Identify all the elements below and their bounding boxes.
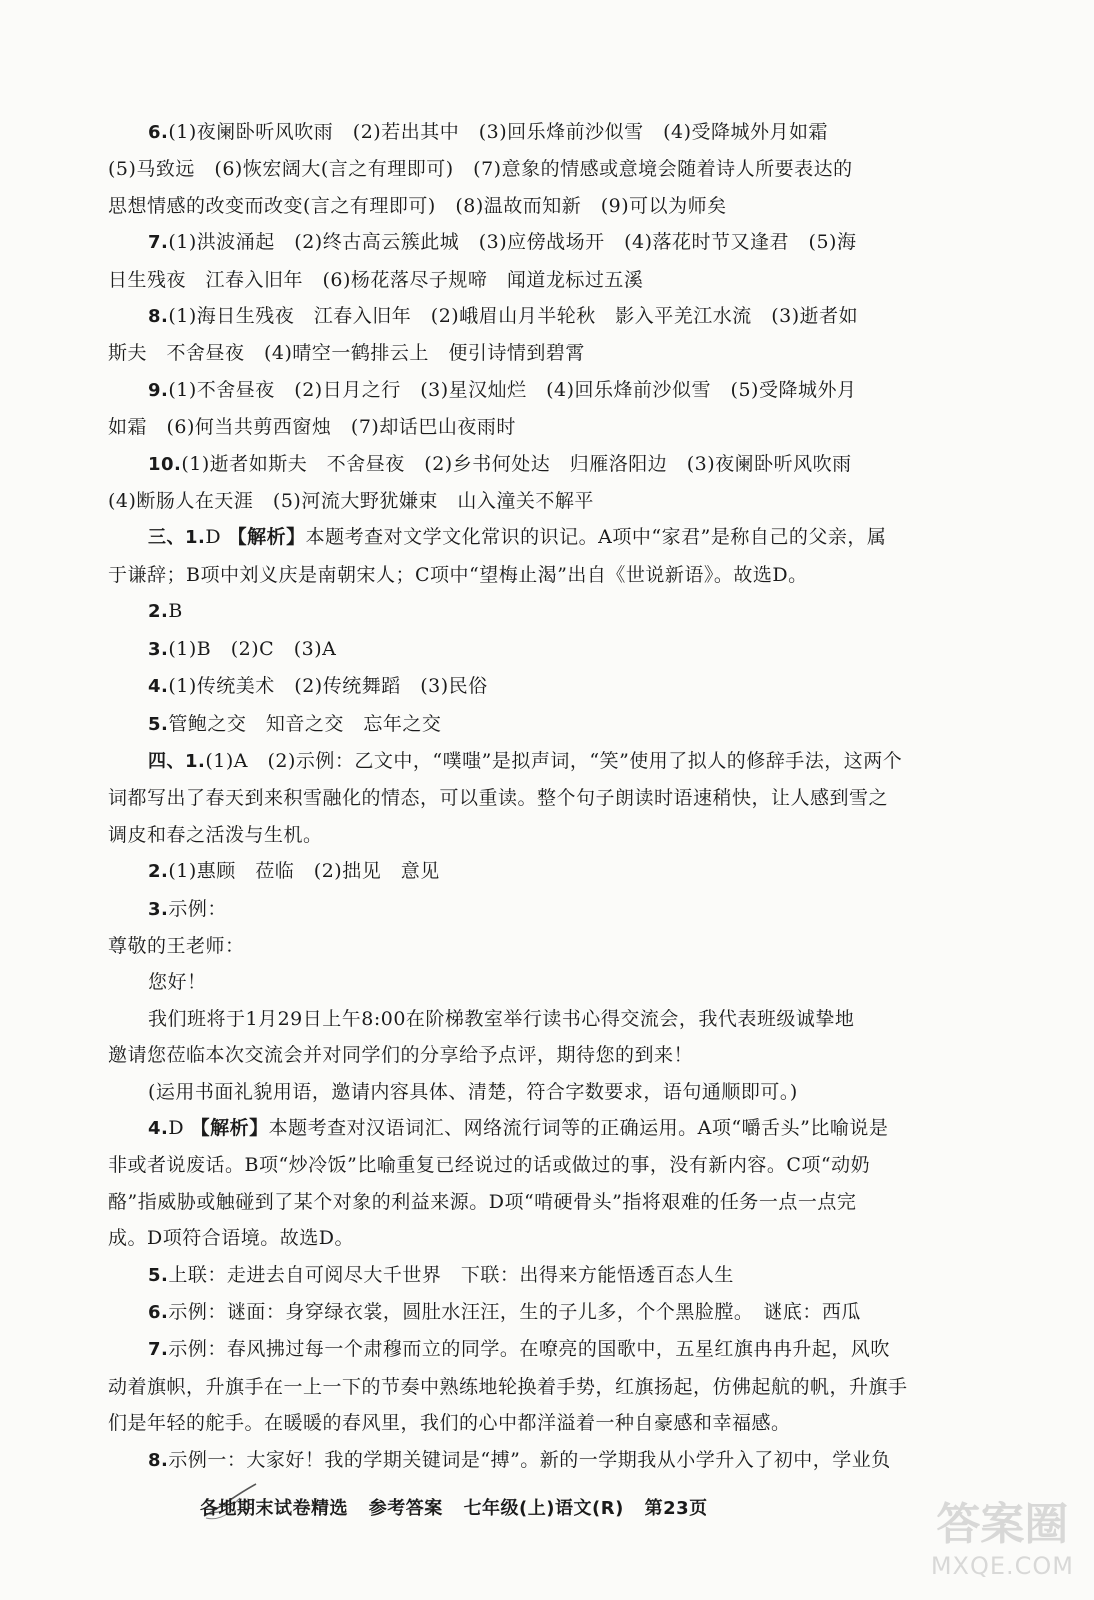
line-text: 非或者说废话。B项“炒冷饭”比喻重复已经说过的话或做过的事，没有新内容。C项“动奶 [108,1154,871,1177]
line-text: 示例：谜面：身穿绿衣裳，圆肚水汪汪，生的子儿多，个个黑脸膛。 谜底：西瓜 [168,1301,861,1323]
watermark [931,1488,1074,1580]
text-line [108,1184,988,1220]
question-number: 8. [148,306,169,328]
text-line [108,1405,988,1441]
text-line [108,1442,988,1479]
line-text: 示例一：大家好！我的学期关键词是“搏”。新的一学期我从小学升入了初中，学业负 [168,1448,891,1471]
question-number: 4. [148,1117,169,1139]
question-number: 7. [148,232,169,254]
text-line [108,557,988,593]
question-number: 2. [148,601,169,623]
line-text: D 【解析】本题考查对汉语词汇、网络流行词等的正确运用。A项“嚼舌头”比喻说是 [168,1116,889,1139]
text-line [108,188,988,224]
text-line [108,706,988,743]
watermark-url: MXQE.COM [930,1552,1074,1580]
question-number: 9. [148,379,169,401]
line-text: 们是年轻的舵手。在暖暖的春风里，我们的心中都洋溢着一种自豪感和幸福感。 [108,1412,791,1435]
footer-page-number: 第23页 [644,1498,708,1519]
line-text: 酪”指威胁或触碰到了某个对象的利益来源。D项“啃硬骨头”指将艰难的任务一点一点完 [108,1190,857,1213]
question-number: 四、1. [148,750,206,772]
line-text: 斯夫 不舍昼夜 (4)晴空一鹤排云上 便引诗情到碧霄 [108,342,585,365]
line-text: 成。D项符合语境。故选D。 [108,1227,354,1250]
line-text: 于谦辞；B项中刘义庆是南朝宋人；C项中“望梅止渴”出自《世说新语》。故选D。 [108,563,808,586]
line-text: (4)断肠人在天涯 (5)河流大野犹嫌束 山入潼关不解平 [108,490,594,513]
line-text: (1)不舍昼夜 (2)日月之行 (3)星汉灿烂 (4)回乐烽前沙似雪 (5)受降城外月 [168,378,857,401]
text-line [108,853,988,890]
line-text: 示例：春风拂过每一个肃穆而立的同学。在嘹亮的国歌中，五星红旗冉冉升起，风吹 [168,1338,890,1361]
question-number: 6. [148,1302,169,1323]
footer-grade: 七年级(上)语文(R) [463,1498,624,1519]
text-line [108,928,988,964]
text-line [108,593,988,630]
line-text: 上联：走进去自可阅尽大千世界 下联：出得来方能悟透百态人生 [168,1263,734,1286]
line-text: (运用书面礼貌用语，邀请内容具体、清楚，符合字数要求，语句通顺即可。) [148,1080,798,1103]
line-text: 您好！ [148,971,207,994]
line-text: (1)洪波涌起 (2)终古高云簇此城 (3)应傍战场开 (4)落花时节又逢君 (5)海 [168,231,857,254]
line-text: (1)逝者如斯夫 不舍昼夜 (2)乡书何处达 归雁洛阳边 (3)夜阑卧听风吹雨 [181,452,852,475]
text-line [108,224,988,261]
line-text: 词都写出了春天到来积雪融化的情态，可以重读。整个句子朗读时语速稍快，让人感到雪之 [108,787,889,810]
text-line [108,817,988,853]
question-number: 3. [148,898,169,920]
line-text: 管鲍之交 知音之交 忘年之交 [168,712,442,735]
line-text: (1)A (2)示例：乙文中，“噗嗤”是拟声词，“笑”使用了拟人的修辞手法，这两个 [205,749,903,772]
line-text: (1)传统美术 (2)传统舞蹈 (3)民俗 [168,675,488,698]
line-text: (1)B (2)C (3)A [168,637,337,660]
line-text: (1)惠顾 莅临 (2)拙见 意见 [168,860,440,883]
line-text: (1)夜阑卧听风吹雨 (2)若出其中 (3)回乐烽前沙似雪 (4)受降城外月如霜 [168,121,829,143]
line-text: 示例： [168,897,227,920]
text-line [108,964,988,1000]
line-text: B [168,600,183,623]
text-line [108,1037,988,1073]
question-number: 三、1. [148,527,206,549]
line-text: 日生残夜 江春入旧年 (6)杨花落尽子规啼 闻道龙标过五溪 [108,268,644,291]
text-line [108,891,988,928]
line-text: 动着旗帜，升旗手在一上一下的节奏中熟练地轮换着手势，红旗扬起，仿佛起航的帆，升旗手 [108,1375,908,1398]
text-line [108,1110,988,1147]
line-text: D 【解析】本题考查对文学文化常识的识记。A项中“家君”是称自己的父亲，属 [205,526,887,549]
text-line [108,1369,988,1405]
line-text: 尊敬的王老师： [108,934,245,957]
text-line [108,1147,988,1183]
footer-section: 参考答案 [368,1498,443,1519]
text-line [108,262,988,298]
watermark-logo: 答案圈 [936,1499,1069,1550]
text-line [108,668,988,705]
text-line [108,1294,988,1331]
text-line [108,335,988,371]
question-number: 7. [148,1339,169,1361]
text-line [108,151,988,187]
footer-book-title: 各地期末试卷精选 [200,1498,348,1519]
line-text: (1)海日生残夜 江春入旧年 (2)峨眉山月半轮秋 影入平羌江水流 (3)逝者如 [168,305,859,328]
line-text: 我们班将于1月29日上午8:00在阶梯教室举行读书心得交流会，我代表班级诚挚地 [148,1007,855,1030]
question-number: 3. [148,638,169,660]
question-number: 6. [148,122,169,143]
text-line [108,1001,988,1037]
text-line [108,1074,988,1110]
text-line [108,519,988,556]
text-line [108,483,988,519]
text-line [108,743,988,780]
question-number: 5. [148,713,169,735]
page-footer [200,1494,920,1520]
text-line [108,780,988,816]
line-text: 思想情感的改变而改变(言之有理即可) (8)温故而知新 (9)可以为师矣 [108,194,727,217]
line-text: 邀请您莅临本次交流会并对同学们的分享给予点评，期待您的到来！ [108,1044,694,1067]
text-line [108,1220,988,1256]
question-number: 2. [148,861,169,883]
line-text: 调皮和春之活泼与生机。 [108,823,323,846]
text-line [108,298,988,335]
line-text: (5)马致远 (6)恢宏阔大(言之有理即可) (7)意象的情感或意境会随着诗人所要表达的 [108,158,853,181]
line-text: 如霜 (6)何当共剪西窗烛 (7)却话巴山夜雨时 [108,416,516,439]
text-line [108,372,988,409]
question-number: 5. [148,1264,169,1286]
question-number: 10. [148,453,182,475]
text-line [108,114,988,151]
text-line [108,446,988,483]
question-number: 8. [148,1449,169,1471]
text-line [108,1257,988,1294]
question-number: 4. [148,676,169,698]
answer-content [108,114,988,1479]
text-line [108,409,988,445]
text-line [108,631,988,668]
text-line [108,1331,988,1368]
